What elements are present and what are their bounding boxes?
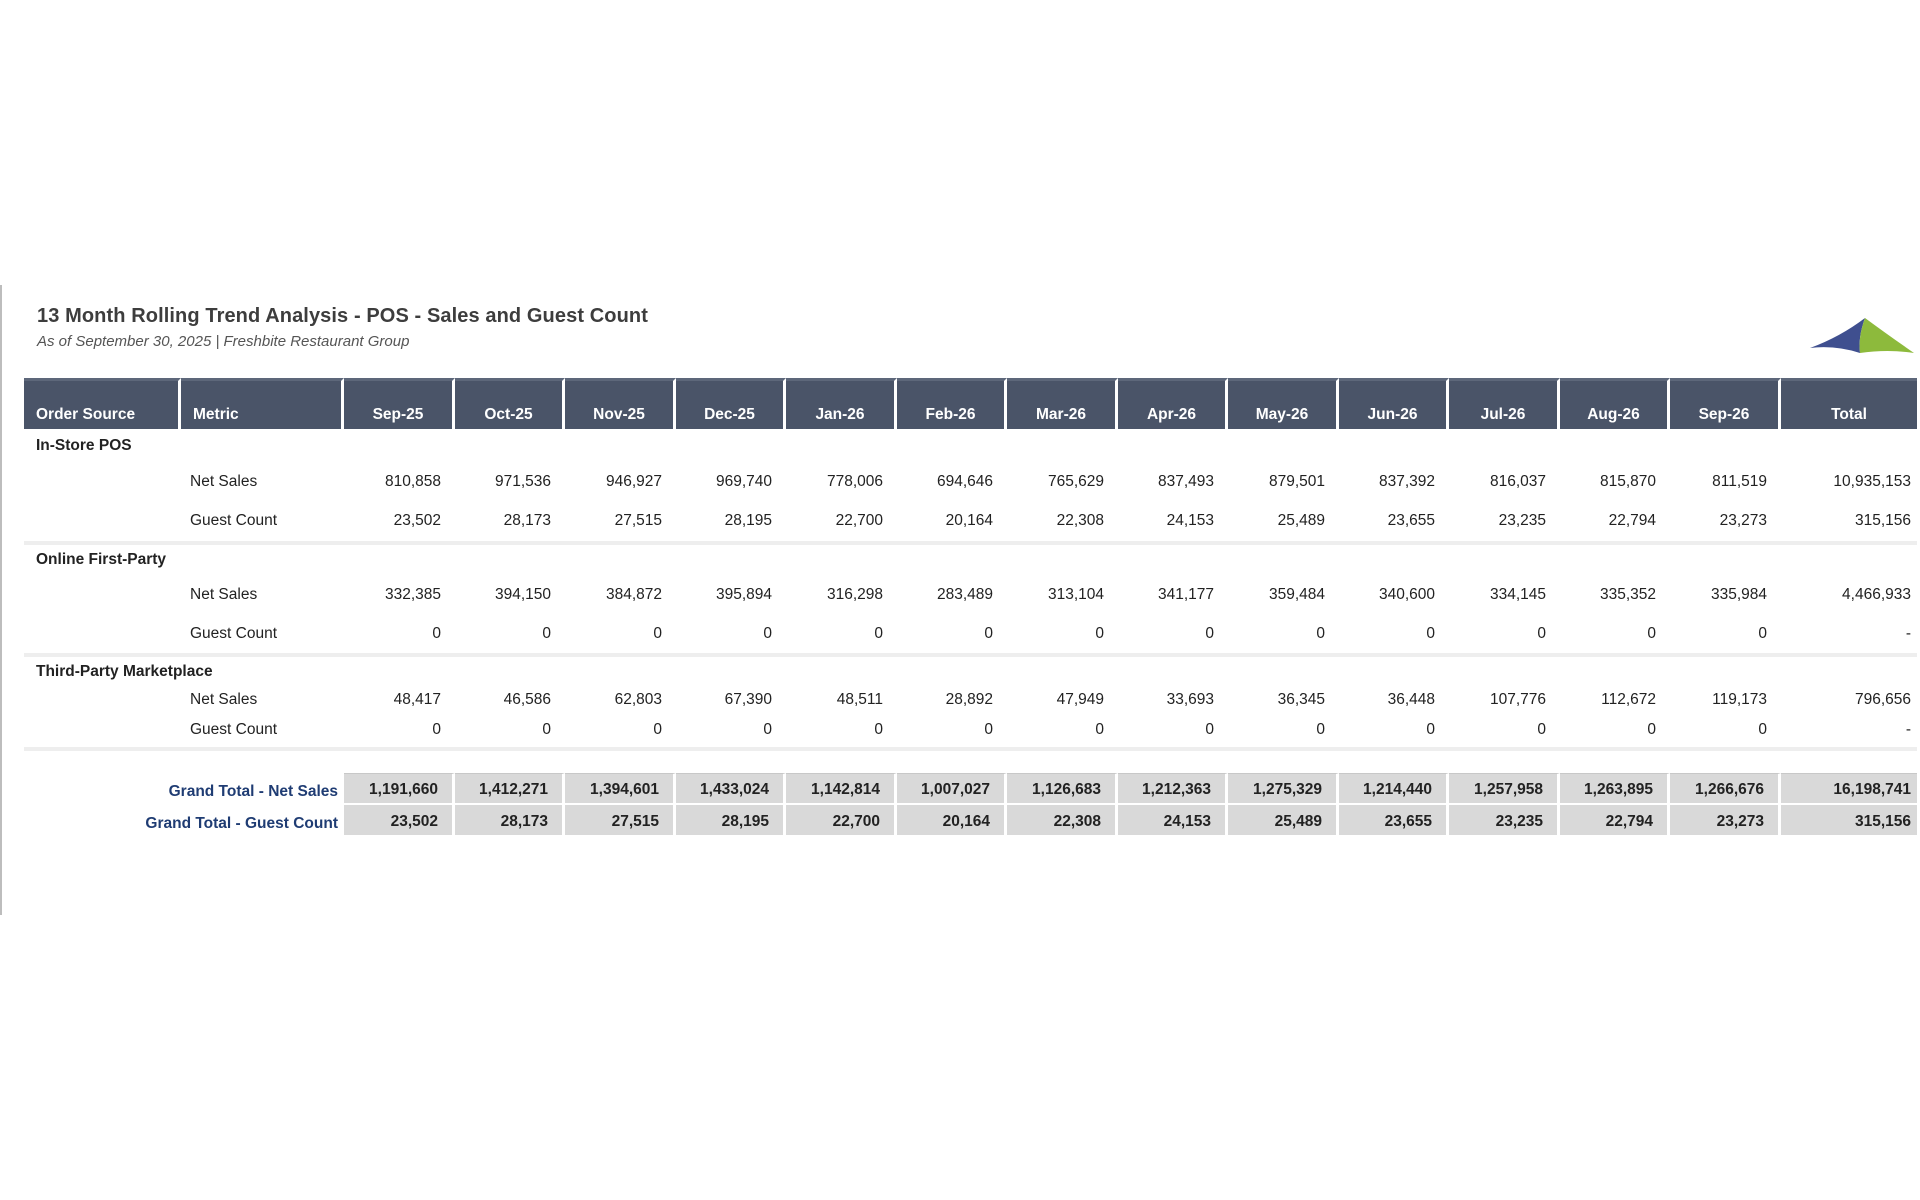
col-month: Apr-26 [1118, 378, 1228, 429]
grand-total-value: 1,412,271 [455, 773, 565, 805]
value-cell: 313,104 [1047, 586, 1104, 603]
value-cell: 0 [1758, 721, 1767, 738]
spacer-cell [24, 751, 1917, 773]
value-cell: 20,164 [945, 512, 993, 529]
total-cell: 315,156 [1854, 512, 1911, 529]
value-cell: 810,858 [384, 473, 441, 490]
value-cell: 28,892 [945, 691, 993, 708]
value-cell: 36,345 [1277, 691, 1325, 708]
grand-total-value: 23,273 [1670, 805, 1781, 837]
value-cell: 394,150 [494, 586, 551, 603]
col-month: May-26 [1228, 378, 1339, 429]
group-row [24, 545, 1917, 575]
value-cell: 0 [984, 625, 993, 642]
value-cell: 0 [1647, 721, 1656, 738]
grand-total-value: 1,191,660 [344, 773, 455, 805]
grand-total-row [24, 805, 1917, 837]
grand-total-value: 22,794 [1560, 805, 1670, 837]
col-month: Nov-25 [565, 378, 676, 429]
value-cell: 33,693 [1166, 691, 1214, 708]
value-cell: 879,501 [1268, 473, 1325, 490]
total-cell: 10,935,153 [1833, 473, 1911, 490]
empty-cell [24, 713, 181, 747]
value-cell: 0 [432, 721, 441, 738]
value-cell: 341,177 [1157, 586, 1214, 603]
header-row [24, 378, 1917, 429]
value-cell: 0 [1758, 625, 1767, 642]
grand-total-value: 1,394,601 [565, 773, 676, 805]
grand-total-value: 1,007,027 [897, 773, 1007, 805]
value-cell: 0 [1205, 625, 1214, 642]
value-cell: 107,776 [1489, 691, 1546, 708]
value-cell: 24,153 [1166, 512, 1214, 529]
value-cell: 0 [1426, 721, 1435, 738]
table-row [24, 501, 1917, 541]
value-cell: 0 [653, 721, 662, 738]
grand-total-value: 23,502 [344, 805, 455, 837]
value-cell: 25,489 [1277, 512, 1325, 529]
value-cell: 778,006 [826, 473, 883, 490]
value-cell: 112,672 [1601, 691, 1656, 708]
grand-total-value: 1,257,958 [1449, 773, 1560, 805]
metric-label: Guest Count [190, 721, 278, 738]
value-cell: 395,894 [715, 586, 772, 603]
value-cell: 0 [1205, 721, 1214, 738]
col-month: Sep-25 [344, 378, 455, 429]
value-cell: 815,870 [1599, 473, 1656, 490]
value-cell: 48,417 [393, 691, 441, 708]
value-cell: 22,794 [1608, 512, 1656, 529]
report-subtitle: As of September 30, 2025 | Freshbite Restaurant Group [37, 333, 410, 350]
value-cell: 946,927 [605, 473, 662, 490]
value-cell: 837,493 [1157, 473, 1214, 490]
value-cell: 969,740 [715, 473, 772, 490]
value-cell: 23,235 [1498, 512, 1546, 529]
value-cell: 694,646 [936, 473, 993, 490]
value-cell: 971,536 [494, 473, 551, 490]
value-cell: 316,298 [826, 586, 883, 603]
value-cell: 0 [874, 625, 883, 642]
spacer-row [24, 751, 1917, 773]
table-row [24, 615, 1917, 653]
value-cell: 0 [542, 625, 551, 642]
value-cell: 0 [542, 721, 551, 738]
value-cell: 0 [653, 625, 662, 642]
total-cell: 4,466,933 [1842, 586, 1911, 603]
value-cell: 0 [1426, 625, 1435, 642]
grand-total-value: 28,173 [455, 805, 565, 837]
value-cell: 837,392 [1378, 473, 1435, 490]
col-month: Dec-25 [676, 378, 786, 429]
value-cell: 0 [432, 625, 441, 642]
value-cell: 23,655 [1387, 512, 1435, 529]
empty-cell [24, 575, 181, 615]
trend-table [24, 378, 1917, 837]
value-cell: 0 [763, 625, 772, 642]
col-month: Mar-26 [1007, 378, 1118, 429]
value-cell: 384,872 [605, 586, 662, 603]
value-cell: 28,195 [724, 512, 772, 529]
table-row [24, 713, 1917, 747]
value-cell: 811,519 [1712, 473, 1767, 490]
group-name: Online First-Party [36, 551, 167, 568]
table-row [24, 463, 1917, 501]
metric-label: Net Sales [190, 586, 258, 603]
triangle-logo-icon [1810, 315, 1914, 355]
group-row [24, 657, 1917, 687]
value-cell: 0 [1095, 625, 1104, 642]
grand-total-value: 25,489 [1228, 805, 1339, 837]
value-cell: 62,803 [614, 691, 662, 708]
value-cell: 335,984 [1710, 586, 1767, 603]
col-month: Aug-26 [1560, 378, 1670, 429]
value-cell: 816,037 [1489, 473, 1546, 490]
grand-total-value: 22,700 [786, 805, 897, 837]
table-row [24, 575, 1917, 615]
grand-total-value: 1,142,814 [786, 773, 897, 805]
col-month: Oct-25 [455, 378, 565, 429]
total-cell: 796,656 [1854, 691, 1911, 708]
value-cell: 359,484 [1268, 586, 1325, 603]
value-cell: 0 [1537, 625, 1546, 642]
value-cell: 22,308 [1056, 512, 1104, 529]
col-month: Feb-26 [897, 378, 1007, 429]
col-order-source: Order Source [24, 378, 181, 429]
value-cell: 0 [1647, 625, 1656, 642]
value-cell: 28,173 [503, 512, 551, 529]
grand-total-value: 1,266,676 [1670, 773, 1781, 805]
value-cell: 46,586 [503, 691, 551, 708]
value-cell: 47,949 [1056, 691, 1104, 708]
value-cell: 23,502 [393, 512, 441, 529]
grand-total-value: 1,275,329 [1228, 773, 1339, 805]
value-cell: 23,273 [1719, 512, 1767, 529]
metric-label: Guest Count [190, 512, 278, 529]
value-cell: 0 [1316, 721, 1325, 738]
value-cell: 0 [1537, 721, 1546, 738]
table-row [24, 687, 1917, 713]
value-cell: 27,515 [614, 512, 662, 529]
grand-total-label: Grand Total - Guest Count [145, 815, 338, 832]
value-cell: 22,700 [835, 512, 883, 529]
value-cell: 765,629 [1047, 473, 1104, 490]
grand-total-label: Grand Total - Net Sales [168, 783, 338, 800]
col-metric: Metric [181, 378, 344, 429]
value-cell: 283,489 [936, 586, 993, 603]
total-cell: - [1905, 721, 1911, 738]
empty-cell [24, 501, 181, 541]
col-month: Jan-26 [786, 378, 897, 429]
grand-total-value: 28,195 [676, 805, 786, 837]
empty-cell [24, 615, 181, 653]
value-cell: 340,600 [1378, 586, 1435, 603]
empty-cell [24, 687, 181, 713]
group-name: In-Store POS [36, 437, 132, 454]
value-cell: 0 [874, 721, 883, 738]
value-cell: 334,145 [1489, 586, 1546, 603]
grand-total-value: 1,212,363 [1118, 773, 1228, 805]
col-month: Jun-26 [1339, 378, 1449, 429]
col-month: Sep-26 [1670, 378, 1781, 429]
grand-total-value: 20,164 [897, 805, 1007, 837]
left-border [0, 285, 2, 915]
grand-total-row [24, 773, 1917, 805]
grand-total-value: 23,655 [1339, 805, 1449, 837]
value-cell: 48,511 [836, 691, 883, 708]
col-total: Total [1781, 378, 1917, 429]
value-cell: 0 [984, 721, 993, 738]
group-name: Third-Party Marketplace [36, 663, 213, 680]
metric-label: Net Sales [190, 473, 258, 490]
value-cell: 335,352 [1599, 586, 1656, 603]
value-cell: 0 [1095, 721, 1104, 738]
grand-total-value: 24,153 [1118, 805, 1228, 837]
report-title: 13 Month Rolling Trend Analysis - POS - Sales and Guest Count [37, 305, 648, 327]
grand-total-value: 1,126,683 [1007, 773, 1118, 805]
total-cell: - [1905, 625, 1911, 642]
grand-total-value: 1,433,024 [676, 773, 786, 805]
grand-total-value: 27,515 [565, 805, 676, 837]
grand-total-sum: 315,156 [1781, 805, 1917, 837]
metric-label: Net Sales [190, 691, 258, 708]
metric-label: Guest Count [190, 625, 278, 642]
grand-total-value: 1,214,440 [1339, 773, 1449, 805]
grand-total-sum: 16,198,741 [1781, 773, 1917, 805]
value-cell: 332,385 [384, 586, 441, 603]
empty-cell [24, 463, 181, 501]
value-cell: 0 [763, 721, 772, 738]
grand-total-value: 22,308 [1007, 805, 1118, 837]
col-month: Jul-26 [1449, 378, 1560, 429]
value-cell: 36,448 [1387, 691, 1435, 708]
group-row [24, 429, 1917, 463]
value-cell: 0 [1316, 625, 1325, 642]
value-cell: 119,173 [1712, 691, 1767, 708]
value-cell: 67,390 [724, 691, 772, 708]
grand-total-value: 1,263,895 [1560, 773, 1670, 805]
grand-total-value: 23,235 [1449, 805, 1560, 837]
